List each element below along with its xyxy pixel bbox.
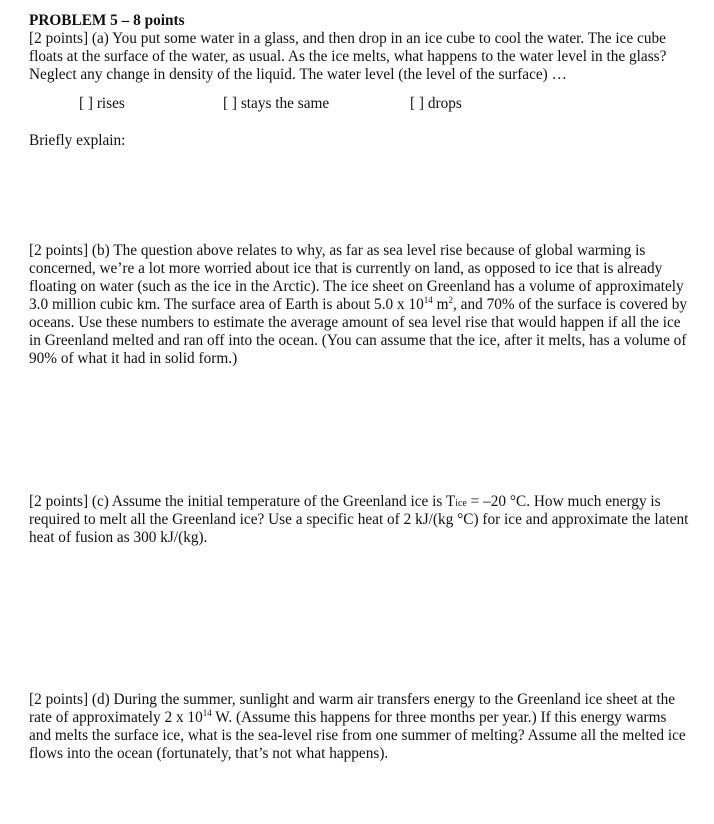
part-b-text-3: , and 70% of the surface is covered by oceans. Use these numbers to estimate the average amount of sea level rise that would happen if all the ice in Greenland melted and ran off into the ocean. (You can assume that the ice, after it melts, has a volume of 90% of what it had in solid form.) — [29, 296, 688, 367]
part-c-text-2: = –20 °C. How much energy is required to melt all the Greenland ice? Use a specific heat of 2 kJ/(kg °C) for ice and approximate the latent heat of fusion as 300 kJ/(kg). — [29, 493, 689, 546]
part-d-text — [29, 691, 689, 763]
part-b-exponent-2: 2 — [448, 294, 454, 305]
part-d-exponent: 14 — [202, 707, 212, 718]
part-b-text-2: m — [432, 296, 449, 313]
part-a-choices — [29, 95, 689, 115]
briefly-explain-label: Briefly explain: — [29, 132, 126, 149]
part-c-text — [29, 493, 689, 547]
part-a-text: [2 points] (a) You put some water in a glass, and then drop in an ice cube to cool the water. The ice cube floats at the surface of the water, as usual. As the ice melts, what happens to the water level in the glass? Neglect any change in density of the liquid. The water level (the level of the surface) … — [29, 30, 667, 83]
part-c-text-1: [2 points] (c) Assume the initial temperature of the Greenland ice is T — [29, 493, 456, 510]
part-d-text-1: [2 points] (d) During the summer, sunlight and warm air transfers energy to the Greenland ice sheet at the rate of approximately 2 x 10 — [29, 691, 676, 726]
part-b-text — [29, 242, 689, 368]
problem-title: PROBLEM 5 – 8 points — [29, 12, 185, 29]
part-b-text-1: [2 points] (b) The question above relates to why, as far as sea level rise because of global warming is concerned, we’re a lot more worried about ice that is currently on land, as opposed to ice that is already floating on water (such as the ice in the Arctic). The ice sheet on Greenland has a volume of approximately 3.0 million cubic km. The surface area of Earth is about 5.0 x 10 — [29, 242, 684, 313]
part-d-text-2: W. (Assume this happens for three months per year.) If this energy warms and melts the surface ice, what is the sea-level rise from one summer of melting? Assume all the melted ice flows into the ocean (fortunately, that’s not what happens). — [29, 709, 686, 762]
problem-page — [29, 12, 689, 763]
part-b-exponent-1: 14 — [423, 294, 433, 305]
choice-drops[interactable]: [ ] drops — [410, 95, 462, 112]
choice-stays-the-same[interactable]: [ ] stays the same — [223, 95, 330, 112]
part-c-subscript: ice — [455, 498, 467, 509]
choice-rises[interactable]: [ ] rises — [79, 95, 125, 112]
